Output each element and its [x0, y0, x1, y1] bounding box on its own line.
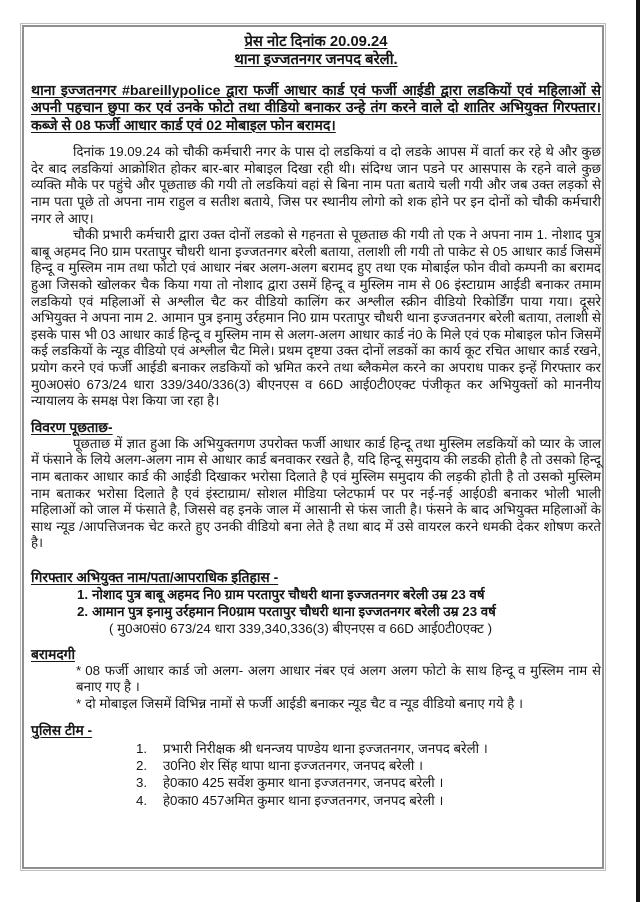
police-team-member-2-text: उ0नि0 शेर सिंह थापा थाना इज्जतनगर, जनपद बरेली ।	[163, 757, 424, 773]
headline-paragraph: थाना इज्जतनगर #bareillypolice द्वारा फर्जी आधार कार्ड एवं फर्जी आईडी द्वारा लडकियों एवं महिलाओं से अपनी पहचान छुपा कर एवं उनके फोटो तथा वीडियो बनाकर उन्हे तंग करने वाले दो शातिर अभियुक्त गिरफ्तार। कब्जे से 08 फर्जी आधार कार्ड एवं 02 मोबाइल फोन बरामद।	[31, 83, 601, 134]
recovery-item-1	[31, 663, 601, 696]
police-team-member-2-number: 2.	[136, 757, 148, 773]
arrested-item-2-text: आमान पुत्र इनामु उर्रहमान नि0ग्राम परतापुर चौधरी थाना इज्जतनगर बरेली उम्र 23 वर्ष	[92, 603, 496, 619]
police-team-member-2	[31, 757, 601, 774]
arrested-item-1-text: नोशाद पुत्र बाबू अहमद नि0 ग्राम परतापुर चौधरी थाना इज्जतनगर बरेली उम्र 23 वर्ष	[92, 586, 485, 602]
police-team-member-1-number: 1.	[136, 740, 148, 756]
police-team-member-4-text: हे0का0 457अमित कुमार थाना इज्जतनगर, जनपद बरेली ।	[163, 792, 444, 808]
interrogation-heading: विवरण पूछताछ-	[31, 419, 113, 435]
press-note-title-line-1: प्रेस नोट दिनांक 20.09.24	[244, 34, 388, 50]
police-team-member-4	[31, 792, 601, 809]
interrogation-paragraph: पूछताछ में ज्ञात हुआ कि अभियुक्तगण उपरोक्त फर्जी आधार कार्ड हिन्दू तथा मुस्लिम लडकियों को प्यार के जाल में फंसाने के लिये अलग-अलग नाम से आधार कार्ड बनवाकर रखते है, यदि हिन्दू समुदाय की लडकी होती है तो उसको हिन्दू नाम बताकर आधार कार्ड की आईडी दिखाकर भरोसा दिलाते है एवं मुस्लिम समुदाय की लड़की होती है तो उसको मुस्लिम नाम बताकर भरोसा दिलाते है एवं इंस्टाग्राम/ सोशल मीडिया प्लेटफार्म पर पर नई-नई आई0डी बनाकर भोली भाली महिलाओं को जाल में फंसाते है, जिससे वह इनके जाल में आसानी से फंस जाती है। फंसने के बाद अभियुक्त महिलाओं के साथ न्यूड /आपत्तिजनक चेट करते हुए उनकी वीडियो बना लेते है तथा बाद में उसे वायरल करने धमकी देकर शोषण करते है।	[31, 435, 601, 551]
recovery-item-2-marker: *	[76, 696, 82, 712]
police-team-member-3-number: 3.	[136, 775, 148, 791]
arrested-item-1-number: 1.	[77, 586, 89, 602]
arrested-item-1	[31, 586, 601, 603]
press-note-title-line-2: थाना इज्जतनगर जनपद बरेली.	[234, 52, 398, 68]
police-team-member-1	[31, 740, 601, 757]
arrested-heading: गिरफ्तार अभियुक्त नाम/पता/आपराधिक इतिहास -	[31, 569, 279, 585]
arrested-item-2	[31, 603, 601, 620]
recovery-item-1-marker: *	[76, 662, 82, 678]
press-note-page	[31, 31, 601, 809]
case-reference-line: ( मु0अ0सं0 673/24 धारा 339,340,336(3) बीएनएस व 66D आई0टी0एक्ट )	[109, 620, 493, 636]
scan-edge	[636, 0, 640, 902]
incident-paragraph-2: चौकी प्रभारी कर्मचारी द्वारा उक्त दोनों लडको से गहनता से पूछताछ की गयी तो एक ने अपना नाम 1. नोशाद पुत्र बाबू अहमद नि0 ग्राम परतापुर चौधरी थाना इज्जतनगर बरेली बताया, तलाशी ली गयी तो पाकेट से 05 आधार कार्ड जिसमें हिन्दू व मुस्लिम नाम तथा फोटो एवं आधार नंबर अलग-अलग बरामद हुए तथा एक मोबाईल फोन वीवो कम्पनी का बरामद हुआ जिसको खोलकर चैक किया गया तो नोशाद द्वारा उसमें हिन्दू व मुस्लिम नाम से 06 इंस्टाग्राम आईडी बनाकर तमाम लडकियो एवं महिलाओं से अश्लील चैट कर वीडियो कालिंग कर अश्लील स्क्रीन वीडियो रिकोर्डिंग पाया गया। दूसरे अभियुक्त ने अपना नाम 2. आमान पुत्र इनामु उर्रहमान नि0 ग्राम परतापुर चौधरी थाना इज्जतनगर बरेली बताया, तलाशी से इसके पास भी 03 आधार कार्ड हिन्दू व मुस्लिम नाम से अलग-अलग आधार कार्ड नं0 के मिले एवं एक मोबाइल फोन जिसमें कई लडकियों के न्यूड वीडियो एवं अश्लील चैट मिले। प्रथम दृष्टया उक्त दोनों लडकों का कार्य कूट रचित आधार कार्ड रखने, प्रयोग करने एवं फर्जी आईडी बनाकर लडकियों को भ्रमित करने तथा ब्लैकमेल करने का अपराध पाकर इन्हें गिरफ्तार कर मु0अ0सं0 673/24 धारा 339/340/336(3) बीएनएस व 66D आई0टी0एक्ट पंजीकृत कर अभियुक्तों को माननीय न्यायालय के समक्ष पेश किया जा रहा है।	[31, 227, 601, 409]
recovery-item-2	[31, 696, 601, 713]
police-team-member-3-text: हे0का0 425 सर्वेश कुमार थाना इज्जतनगर, जनपद बरेली ।	[163, 775, 444, 791]
police-team-list	[31, 740, 601, 809]
title-block	[31, 33, 601, 69]
incident-paragraph-1: दिनांक 19.09.24 को चौकी कर्मचारी नगर के पास दो लडकियां व दो लडके आपस में वार्ता कर रहे थे और कुछ देर बाद लडकियां आक्रोशित होकर बार-बार मोबाइल दिखा रही थी। संदिग्ध जान पडने पर आसपास के रहने वाले कुछ व्यक्ति मौके पर पहुंचे और पूछताछ की गयी तो लडकियां वहां से बिना नाम पता बताये चली गयी और जब उक्त लड़को से नाम पता पूछे तो अपना नाम राहुल व सतीश बताये, जिस पर स्थानीय लोगो को शक होने पर इन दोनों को चौकी कर्मचारी नगर ले आए।	[31, 144, 601, 226]
police-team-heading: पुलिस टीम -	[31, 722, 93, 738]
recovery-heading: बरामदगी	[31, 646, 76, 662]
arrested-item-2-number: 2.	[77, 603, 89, 619]
police-team-member-1-text: प्रभारी निरीक्षक श्री धनन्जय पाण्डेय थाना इज्जतनगर, जनपद बरेली ।	[163, 740, 488, 756]
recovery-item-2-text: दो मोबाइल जिसमें विभिन्न नामों से फर्जी आईडी बनाकर न्यूड चैट व न्यूड वीडियो बनाए गये है ।	[85, 696, 524, 712]
recovery-item-1-text: 08 फर्जी आधार कार्ड जो अलग- अलग आधार नंबर एवं अलग अलग फोटो के साथ हिन्दू व मुस्लिम नाम से बनाए गए है ।	[76, 662, 601, 695]
police-team-member-3	[31, 774, 601, 791]
police-team-member-4-number: 4.	[136, 792, 148, 808]
